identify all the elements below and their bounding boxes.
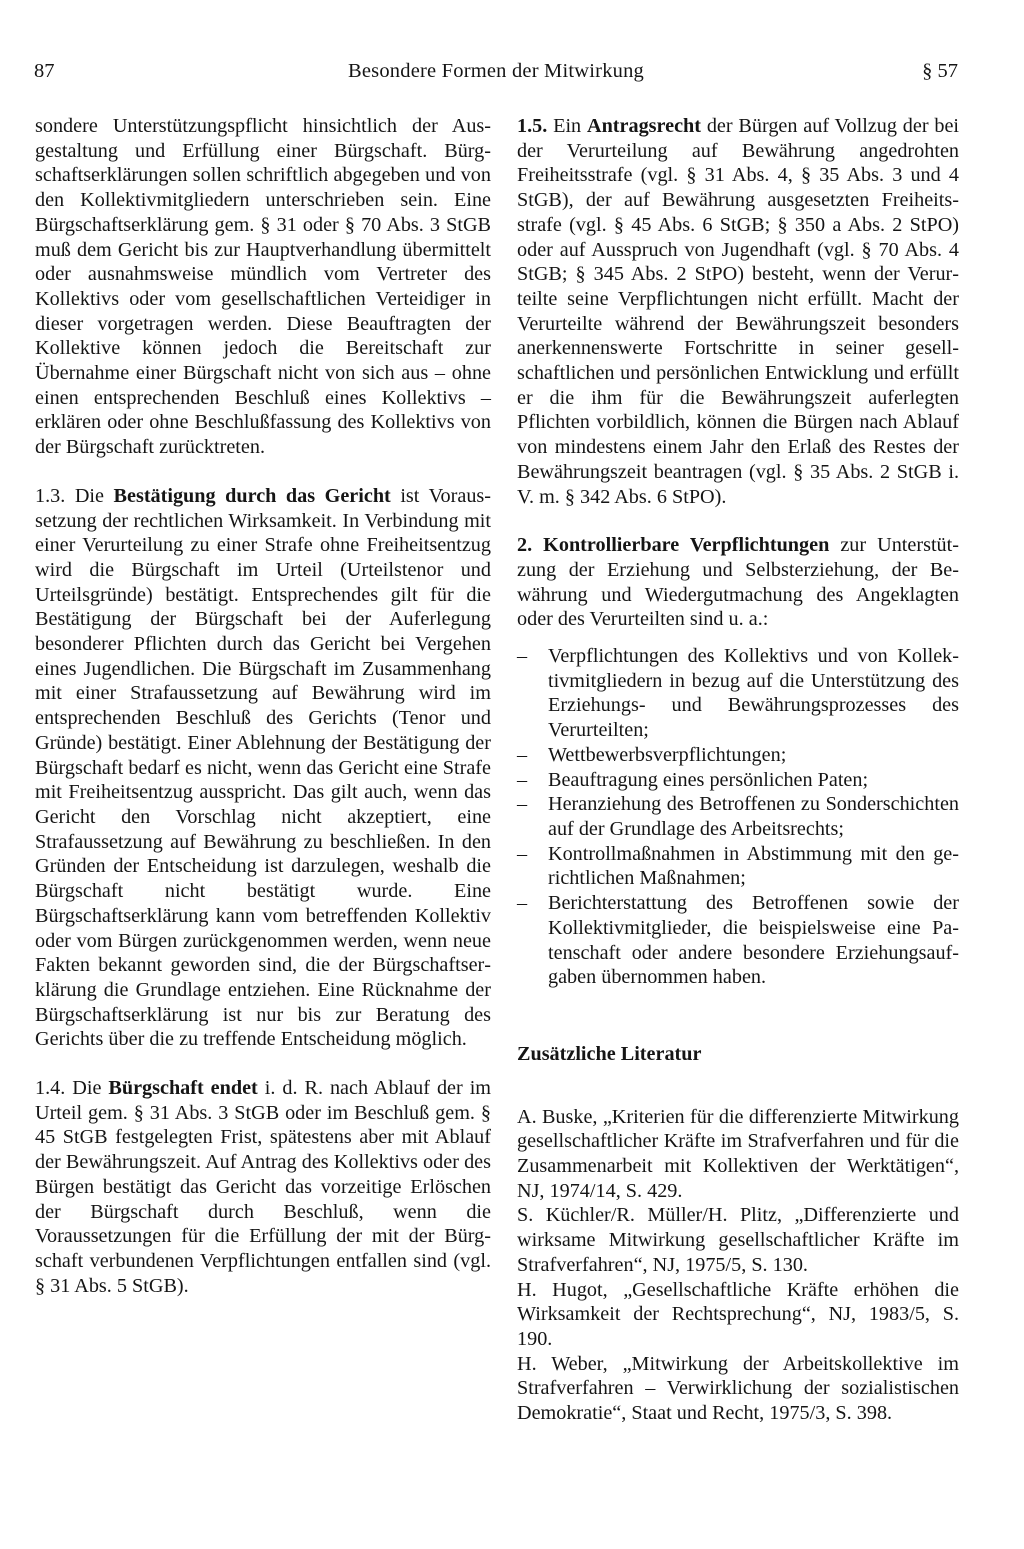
literature-entry: S. Küchler/R. Müller/H. Plitz, „Differenzierte und wirksame Mitwirkung gesellschaftlicher Kräfte im Strafverfahren“, NJ, 1975/5, S. 130.: [517, 1204, 959, 1276]
list-item: – Kontrollmaßnahmen in Abstimmung mit den gerichtlichen Maßnahmen;: [517, 842, 959, 891]
left-column: [35, 114, 491, 1322]
page-number: 87: [34, 60, 55, 82]
paragraph-2: 2. Kontrollierbare Verpflichtungen zur Unterstützung der Erziehung und Selbsterziehung, der Bewährung und Wiedergutmachung des Angeklagten oder des Verurteilten sind u. a.:: [517, 534, 959, 631]
paragraph-keyword: Bürgschaft endet: [108, 1077, 258, 1100]
literature-heading: Zusätzliche Literatur: [517, 1042, 702, 1065]
literature-list: [517, 1105, 959, 1426]
literature-entry: A. Buske, „Kriterien für die differenzierte Mitwirkung gesellschaftlicher Kräfte im Strafverfahren und für die Zusammenarbeit mit Kollektiven der Werktätigen“, NJ, 1974/14, S. 429.: [517, 1105, 959, 1202]
obligations-list: [517, 644, 959, 990]
literature-entry: H. Hugot, „Gesellschaftliche Kräfte erhöhen die Wirksamkeit der Rechtsprechung“, NJ, 1983/5, S. 190.: [517, 1278, 959, 1350]
running-header: [34, 60, 958, 94]
list-item: – Heranziehung des Betroffenen zu Sonderschichten auf der Grundlage des Arbeitsrechts;: [517, 792, 959, 841]
section-number: § 57: [922, 60, 958, 82]
running-title: Besondere Formen der Mitwirkung: [348, 60, 644, 82]
paragraph-keyword: Antragsrecht: [586, 115, 701, 137]
list-item: – Berichterstattung des Betroffenen sowie der Kollektivmitglieder, die beispielsweise eine Patenschaft oder andere besondere Erziehungsaufgaben übernommen haben.: [517, 891, 959, 990]
paragraph-1-3: 1.3. Die Bestätigung durch das Gericht ist Voraussetzung der rechtlichen Wirksamkeit. In Verbindung mit einer Verurteilung zu einer Strafe ohne Freiheitsentzug wird die Bürgschaft im Urteil (Urteilstenor und Urteilsgründe) bestätigt. Entsprechendes gilt für die Bestätigung der Bürgschaft bei der Auferlegung besonderer Pflichten durch das Gericht bei Vergehen eines Jugendlichen. Die Bürgschaft im Zusammenhang mit einer Strafaussetzung auf Bewährung wird im entsprechenden Beschluß des Gerichts (Tenor und Gründe) bestätigt. Einer Ablehnung der Bestätigung der Bürgschaft bedarf es nicht, wenn das Gericht eine Strafe mit Freiheitsentzug ausspricht. Das gilt auch, wenn das Gericht den Vorschlag nicht akzeptiert, eine Strafaussetzung auf Bewährung zu beschließen. In den Gründen der Entscheidung ist darzulegen, weshalb die Bürgschaft nicht bestätigt wurde. Eine Bürgschaftserklärung kann vom betreffenden Kollektiv oder vom Bürgen zurückgenommen werden, wenn neue Fakten bekannt geworden sind, die der Bürgschaftserklärung die Grundlage entziehen. Eine Rücknahme der Bürgschaftserklärung ist nur bis zur Beratung des Gerichts über die zu treffende Entscheidung möglich.: [35, 484, 492, 1051]
paragraph-number: 1.3.: [35, 484, 66, 507]
list-item: – Verpflichtungen des Kollektivs und von Kollektivmitgliedern in bezug auf die Unterstützung des Erziehungs- und Bewährungsprozesses des Verurteilten;: [517, 644, 959, 743]
list-item: – Beauftragung eines persönlichen Paten;: [517, 768, 959, 793]
right-column: [517, 114, 959, 1426]
paragraph-1-5: 1.5. Ein Antragsrecht der Bürgen auf Vollzug der bei der Verurteilung auf Bewährung angedrohten Freiheitsstrafe (vgl. § 31 Abs. 4, § 35 Abs. 3 und 4 StGB), der auf Bewährung ausgesetzten Freiheitsstrafe (vgl. § 45 Abs. 6 StGB; § 350 a Abs. 2 StPO) oder auf Ausspruch von Jugendhaft (vgl. § 70 Abs. 4 StGB; § 345 Abs. 2 StPO) besteht, wenn der Verurteilte seine Verpflichtungen nicht erfüllt. Macht der Verurteilte während der Bewährungszeit besonders anerkennenswerte Fortschritte in seiner gesellschaftlichen und persönlichen Entwicklung und erfüllt er die ihm für die Bewährungszeit auferlegten Pflichten vorbildlich, können die Bürgen nach Ablauf von mindestens einem Jahr den Erlaß des Restes der Bewährungszeit beantragen (vgl. § 35 Abs. 2 StGB i. V. m. § 342 Abs. 6 StPO).: [517, 115, 960, 508]
continued-paragraph: sondere Unterstützungspflicht hinsichtlich der Ausgestaltung und Erfüllung einer Bürgschaft. Bürgschaftserklärungen sollen schriftlich abgegeben und von den Kollektivmitgliedern unterschrieben sein. Eine Bürgschaftserklärung gem. § 31 oder § 70 Abs. 3 StGB muß dem Gericht bis zur Hauptverhandlung übermittelt oder ausnahmsweise mündlich vom Vertreter des Kollektivs oder vom gesellschaftlichen Verteidiger in dieser vorgetragen werden. Diese Beauftragten der Kollektive können jedoch die Bereitschaft zur Übernahme einer Bürgschaft nicht von sich aus – ohne einen entsprechenden Beschluß eines Kollektivs – erklären oder ohne Beschlußfassung des Kollektivs von der Bürgschaft zurücktreten.: [35, 115, 491, 459]
paragraph-keyword: Kontrollierbare Verpflichtungen: [543, 534, 830, 557]
paragraph-keyword: Bestätigung durch das Gericht: [113, 484, 391, 507]
literature-entry: H. Weber, „Mitwirkung der Arbeitskollektive im Strafverfahren – Verwirklichung der sozialistischen Demokratie“, Staat und Recht, 1975/3, S. 398.: [517, 1352, 959, 1425]
paragraph-number: 1.4.: [35, 1077, 66, 1100]
paragraph-number: 1.5.: [517, 115, 548, 137]
paragraph-number: 2.: [517, 534, 533, 557]
list-item: – Wettbewerbsverpflichtungen;: [517, 743, 959, 768]
paragraph-1-4: 1.4. Die Bürgschaft endet i. d. R. nach Ablauf der im Urteil gem. § 31 Abs. 3 StGB oder im Beschluß gem. § 45 StGB festgelegten Frist, spätestens aber mit Ablauf der Bewährungszeit. Auf Antrag des Kollektivs oder des Bürgen bestätigt das Gericht das vorzeitige Erlöschen der Bürgschaft durch Beschluß, wenn die Voraussetzungen für die Erfüllung der mit der Bürgschaft verbundenen Verpflichtungen entfallen sind (vgl. § 31 Abs. 5 StGB).: [35, 1077, 491, 1297]
